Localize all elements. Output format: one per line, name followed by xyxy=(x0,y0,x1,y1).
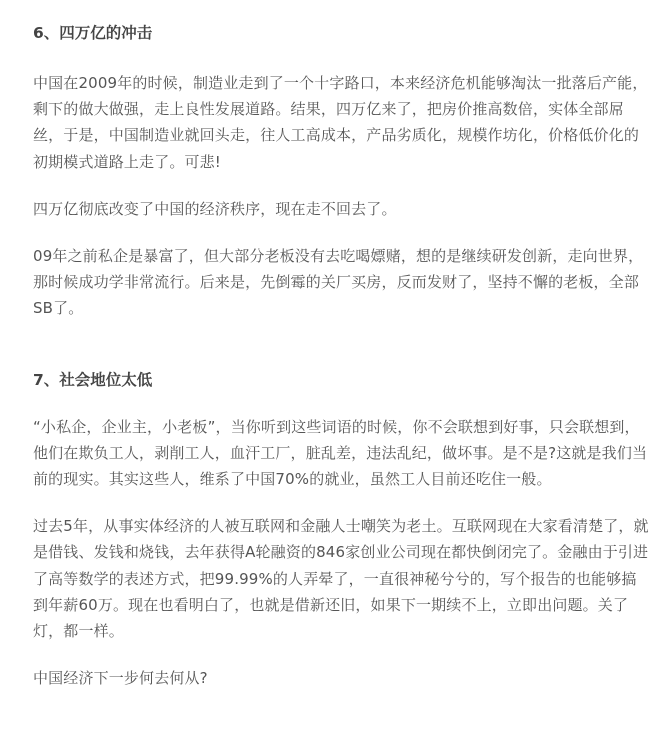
paragraph: 过去5年，从事实体经济的人被互联网和金融人士嘲笑为老土。互联网现在大家看清楚了，就是借钱、发钱和烧钱，去年获得A轮融资的846家创业公司现在都快倒闭完了。金融由于引进了高等数学的表述方式，把99.99%的人弄晕了，一直很神秘兮兮的，写个报告的也能够搞到年薪60万。现在也看明白了，也就是借新还旧，如果下一期续不上，立即出问题。关了灯，都一样。 xyxy=(33,517,649,641)
paragraph: 中国在2009年的时候，制造业走到了一个十字路口，本来经济危机能够淘汰一批落后产能，剩下的做大做强，走上良性发展道路。结果，四万亿来了，把房价推高数倍，实体全部屌丝，于是，中国制造业就回头走，往人工高成本，产品劣质化，规模作坊化，价格低价化的初期模式道路上走了。可悲! xyxy=(33,74,648,171)
section-heading-6: 6、四万亿的冲击 xyxy=(33,24,153,42)
section-heading-7: 7、社会地位太低 xyxy=(33,370,153,389)
paragraph: 中国经济下一步何去何从? xyxy=(33,669,208,688)
paragraph: “小私企，企业主，小老板”，当你听到这些词语的时候，你不会联想到好事，只会联想到，他们在欺负工人，剥削工人，血汗工厂，脏乱差，违法乱纪，做坏事。是不是?这就是我们当前的现实。其实这些人，维系了中国70%的就业，虽然工人目前还吃住一般。 xyxy=(33,417,648,489)
paragraph: 四万亿彻底改变了中国的经济秩序，现在走不回去了。 xyxy=(33,199,397,218)
paragraph: 09年之前私企是暴富了，但大部分老板没有去吃喝嫖赌，想的是继续研发创新，走向世界，那时候成功学非常流行。后来是，先倒霉的关厂买房，反而发财了，坚持不懈的老板，全部SB了。 xyxy=(33,247,644,318)
